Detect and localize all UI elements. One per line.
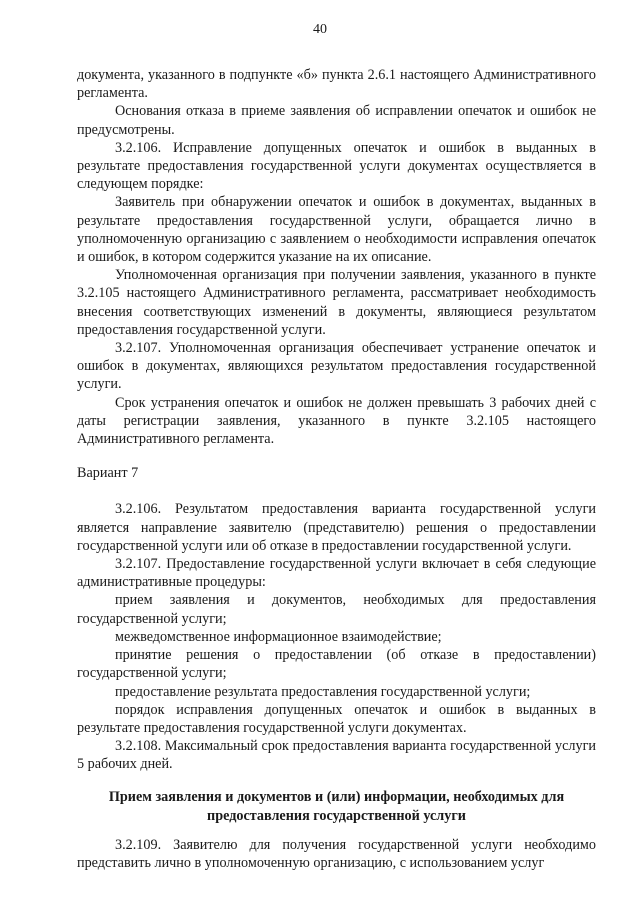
variant-heading: Вариант 7	[77, 465, 139, 482]
paragraph: 3.2.106. Исправление допущенных опечаток и ошибок в выданных в результате предоставления государственной услуги документах осуществляется в следующем порядке:	[77, 139, 596, 193]
paragraph: 3.2.107. Уполномоченная организация обеспечивает устранение опечаток и ошибок в документах, являющихся результатом предоставления государственной услуги.	[77, 340, 596, 393]
list-item: принятие решения о предоставлении (об отказе в предоставлении) государственной услуги;	[77, 647, 596, 682]
list-item: межведомственное информационное взаимодействие;	[115, 628, 442, 645]
paragraph: 3.2.109. Заявителю для получения государственной услуги необходимо представить лично в уполномоченную организацию, с использованием услуг	[77, 836, 596, 871]
list-item: прием заявления и документов, необходимых для предоставления государственной услуги;	[77, 592, 596, 627]
paragraph: 3.2.107. Предоставление государственной услуги включает в себя следующие административные процедуры:	[77, 556, 596, 591]
paragraph: документа, указанного в подпункте «б» пункта 2.6.1 настоящего Административного регламента.	[77, 67, 596, 102]
paragraph: Срок устранения опечаток и ошибок не должен превышать 3 рабочих дней с даты регистрации заявления, указанного в пункте 3.2.105 настоящего Административного регламента.	[77, 394, 596, 448]
paragraph: Уполномоченная организация при получении заявления, указанного в пункте 3.2.105 настоящего Административного регламента, рассматривает необходимость внесения соответствующих изменений в документы, являющиеся результатом предоставления государственной услуги.	[77, 267, 596, 338]
paragraph: Заявитель при обнаружении опечаток и ошибок в документах, выданных в результате предоставления государственной услуги, обращается лично в уполномоченную организацию с заявлением о необходимости исправления опечаток и ошибок, в котором содержится указание на их описание.	[77, 194, 596, 266]
page-number: 40	[313, 22, 327, 37]
paragraph: 3.2.108. Максимальный срок предоставления варианта государственной услуги 5 рабочих дней.	[77, 738, 596, 773]
section-heading: Прием заявления и документов и (или) информации, необходимых для предоставления государственной услуги	[108, 788, 565, 824]
document-body	[77, 66, 596, 872]
paragraph: 3.2.106. Результатом предоставления варианта государственной услуги является направление заявителю (представителю) решения о предоставлении государственной услуги или об отказе в предоставлении государственной услуги.	[77, 501, 596, 554]
paragraph: Основания отказа в приеме заявления об исправлении опечаток и ошибок не предусмотрены.	[77, 103, 596, 138]
list-item: предоставление результата предоставления государственной услуги;	[115, 683, 531, 700]
list-item: порядок исправления допущенных опечаток и ошибок в выданных в результате предоставления государственной услуги документах.	[77, 701, 596, 736]
